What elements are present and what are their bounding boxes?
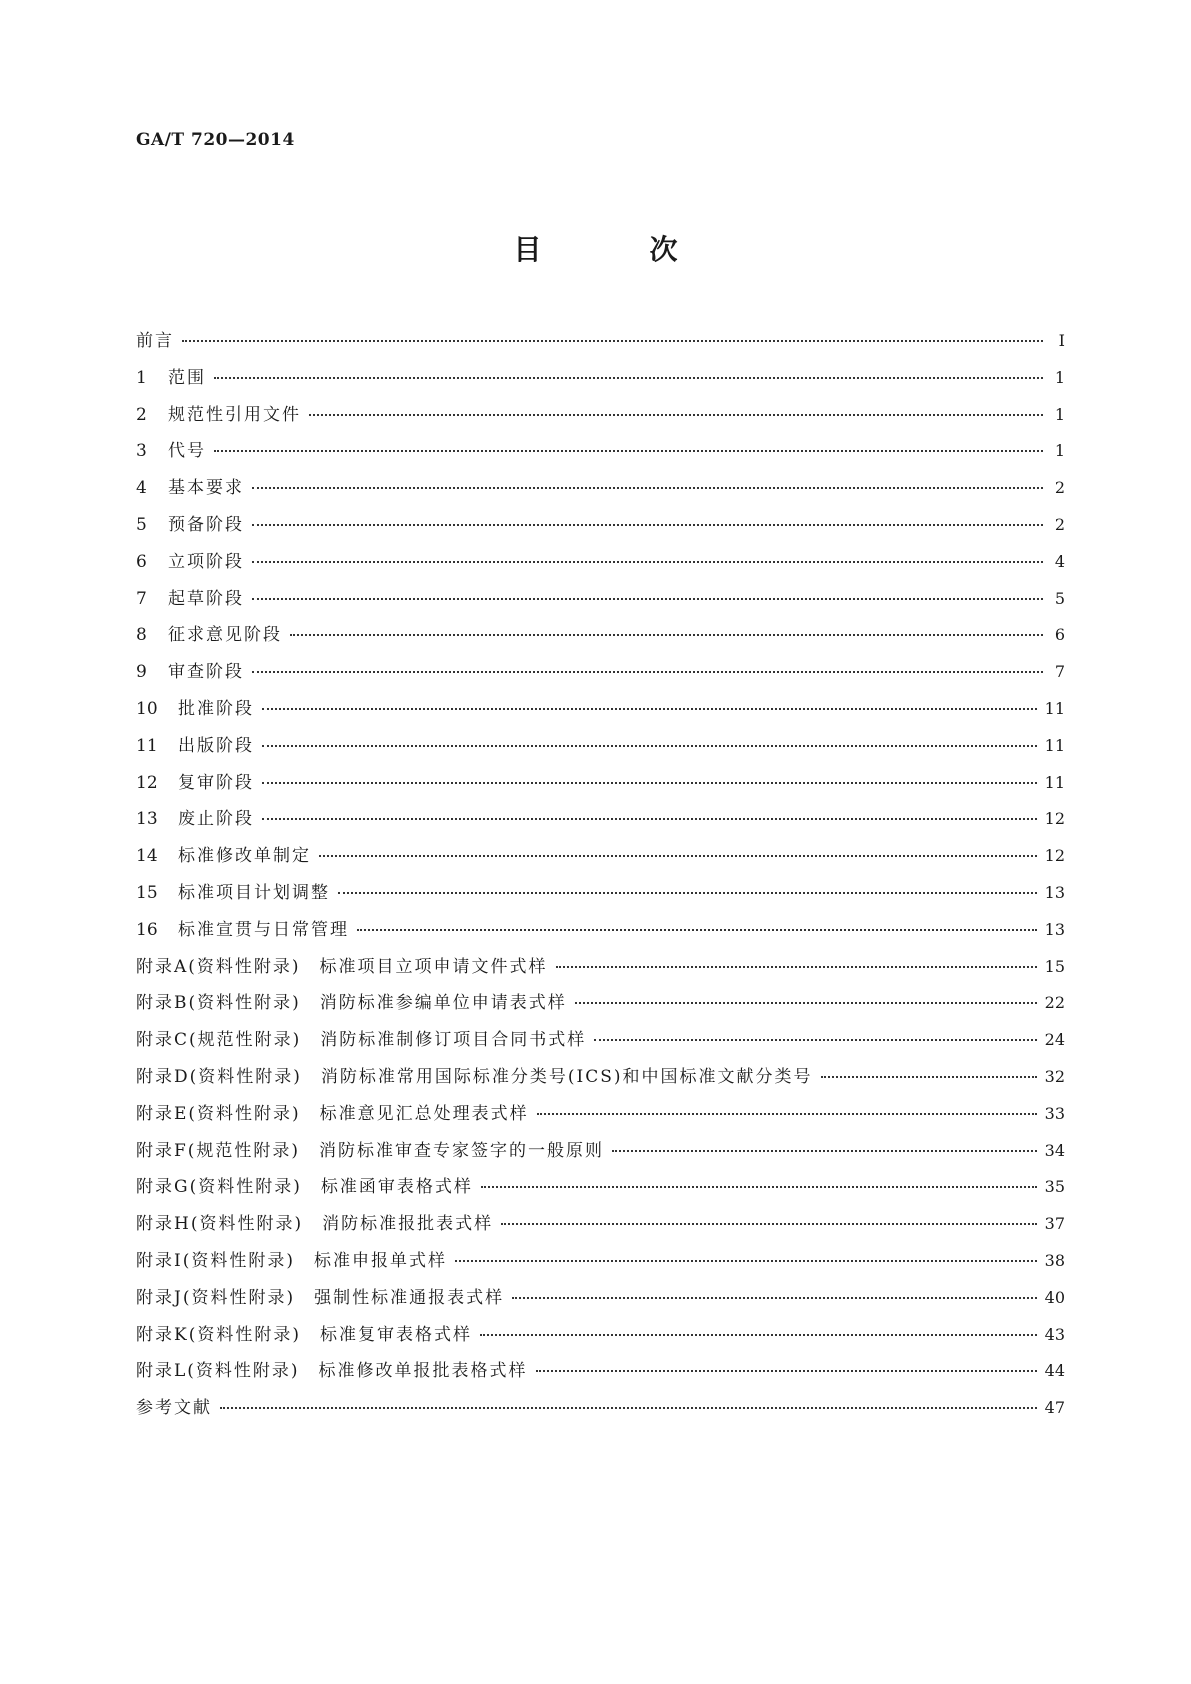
toc-dot-leader: [556, 966, 1037, 968]
toc-entry-label: 预备阶段: [168, 514, 244, 535]
toc-dot-leader: [481, 1186, 1037, 1188]
toc-entry-label: 起草阶段: [168, 588, 244, 609]
toc-entry[interactable]: [136, 878, 1065, 915]
toc-dot-leader: [262, 745, 1037, 747]
toc-dot-leader: [480, 1334, 1037, 1336]
toc-entry-page: 11: [1044, 698, 1065, 718]
toc-dot-leader: [821, 1076, 1037, 1078]
toc-entry-label: 基本要求: [168, 478, 244, 499]
toc-entry-page: 37: [1044, 1214, 1065, 1234]
toc-entry-page: 2: [1054, 514, 1065, 534]
toc-entry-label: 附录B(资料性附录) 消防标准参编单位申请表式样: [136, 993, 567, 1014]
toc-entry[interactable]: [136, 988, 1065, 1025]
toc-entry[interactable]: [136, 1136, 1065, 1173]
toc-entry-label: 立项阶段: [168, 551, 244, 572]
toc-dot-leader: [252, 524, 1043, 526]
toc-entry-number: 8: [136, 625, 147, 646]
toc-title: 目 次: [513, 233, 718, 266]
toc-entry-number: 5: [136, 514, 147, 535]
toc-entry[interactable]: [136, 584, 1065, 621]
toc-entry-page: 34: [1044, 1140, 1065, 1160]
toc-entry[interactable]: [136, 841, 1065, 878]
toc-entry-page: 47: [1044, 1398, 1065, 1418]
toc-entry[interactable]: [136, 915, 1065, 952]
toc-entry[interactable]: [136, 768, 1065, 805]
toc-dot-leader: [214, 450, 1043, 452]
toc-dot-leader: [252, 671, 1043, 673]
toc-entry-label: 附录J(资料性附录) 强制性标准通报表式样: [136, 1287, 505, 1308]
toc-entry-number: 1: [136, 367, 147, 388]
toc-dot-leader: [262, 782, 1037, 784]
toc-entry-page: 33: [1044, 1103, 1065, 1123]
toc-entry-label: 标准宣贯与日常管理: [178, 919, 349, 940]
toc-entry-label: 附录E(资料性附录) 标准意见汇总处理表式样: [136, 1103, 529, 1124]
toc-dot-leader: [338, 892, 1037, 894]
toc-dot-leader: [220, 1407, 1037, 1409]
toc-entry[interactable]: [136, 1172, 1065, 1209]
toc-entry-page: 24: [1044, 1030, 1065, 1050]
toc-entry-label: 规范性引用文件: [168, 404, 301, 425]
toc-entry[interactable]: [136, 1062, 1065, 1099]
toc-entry[interactable]: [136, 952, 1065, 989]
toc-entry-page: 40: [1044, 1287, 1065, 1307]
toc-dot-leader: [252, 487, 1043, 489]
toc-entry[interactable]: [136, 694, 1065, 731]
document-code: GA/T 720—2014: [136, 130, 295, 150]
toc-entry-label: 征求意见阶段: [168, 625, 282, 646]
toc-dot-leader: [262, 818, 1037, 820]
toc-entry-number: 13: [136, 809, 158, 830]
toc-dot-leader: [319, 855, 1037, 857]
toc-entry[interactable]: [136, 731, 1065, 768]
toc-entry-label: 审查阶段: [168, 662, 244, 683]
toc-entry-page: 1: [1054, 404, 1065, 424]
toc-dot-leader: [575, 1002, 1037, 1004]
toc-entry-label: 附录G(资料性附录) 标准函审表格式样: [136, 1177, 473, 1198]
toc-entry-page: 12: [1044, 846, 1065, 866]
toc-entry-label: 标准修改单制定: [178, 846, 311, 867]
toc-dot-leader: [309, 414, 1043, 416]
toc-entry[interactable]: [136, 804, 1065, 841]
toc-entry-number: 6: [136, 551, 147, 572]
toc-entry-label: 附录D(资料性附录) 消防标准常用国际标准分类号(ICS)和中国标准文献分类号: [136, 1066, 813, 1087]
toc-entry-page: 7: [1054, 662, 1065, 682]
toc-entry-page: 13: [1044, 919, 1065, 939]
toc-entry-number: 15: [136, 882, 158, 903]
toc-entry-label: 出版阶段: [178, 735, 254, 756]
toc-entry-page: Ⅰ: [1058, 331, 1065, 350]
table-of-contents: [136, 326, 1065, 1430]
toc-entry[interactable]: [136, 657, 1065, 694]
toc-dot-leader: [252, 561, 1043, 563]
toc-entry[interactable]: [136, 510, 1065, 547]
toc-dot-leader: [262, 708, 1037, 710]
toc-entry-page: 1: [1054, 367, 1065, 387]
toc-entry-page: 11: [1044, 772, 1065, 792]
toc-entry-number: 9: [136, 662, 147, 683]
toc-entry[interactable]: [136, 1393, 1065, 1430]
toc-entry[interactable]: [136, 326, 1065, 363]
toc-dot-leader: [537, 1113, 1037, 1115]
toc-entry-label: 附录H(资料性附录) 消防标准报批表式样: [136, 1214, 494, 1235]
toc-entry-page: 1: [1054, 441, 1065, 461]
toc-dot-leader: [455, 1260, 1037, 1262]
toc-entry-page: 5: [1054, 588, 1065, 608]
toc-entry[interactable]: [136, 363, 1065, 400]
toc-entry-number: 3: [136, 441, 147, 462]
toc-entry-label: 附录A(资料性附录) 标准项目立项申请文件式样: [136, 956, 548, 977]
toc-entry-number: 11: [136, 735, 158, 756]
toc-entry-label: 标准项目计划调整: [178, 882, 330, 903]
toc-entry-label: 附录K(资料性附录) 标准复审表格式样: [136, 1324, 472, 1345]
toc-entry[interactable]: [136, 400, 1065, 437]
toc-entry-number: 10: [136, 698, 158, 719]
toc-entry[interactable]: [136, 473, 1065, 510]
toc-entry-page: 38: [1044, 1250, 1065, 1270]
toc-dot-leader: [594, 1039, 1036, 1041]
toc-dot-leader: [536, 1370, 1037, 1372]
toc-entry-number: 7: [136, 588, 147, 609]
toc-entry-page: 12: [1044, 809, 1065, 829]
toc-entry[interactable]: [136, 1025, 1065, 1062]
toc-dot-leader: [252, 598, 1043, 600]
toc-entry-label: 附录L(资料性附录) 标准修改单报批表格式样: [136, 1361, 528, 1382]
toc-entry[interactable]: [136, 1283, 1065, 1320]
toc-entry[interactable]: [136, 436, 1065, 473]
toc-entry-number: 12: [136, 772, 158, 793]
toc-entry-label: 附录I(资料性附录) 标准申报单式样: [136, 1250, 447, 1271]
toc-entry-label: 批准阶段: [178, 698, 254, 719]
toc-dot-leader: [501, 1223, 1037, 1225]
toc-entry-label: 范围: [168, 367, 206, 388]
toc-dot-leader: [512, 1297, 1037, 1299]
toc-entry-label: 参考文献: [136, 1398, 212, 1419]
toc-dot-leader: [290, 634, 1043, 636]
toc-entry[interactable]: [136, 1320, 1065, 1357]
toc-entry-label: 前言: [136, 331, 174, 351]
toc-entry-page: 6: [1054, 625, 1065, 645]
toc-entry[interactable]: [136, 1099, 1065, 1136]
toc-dot-leader: [357, 929, 1037, 931]
toc-entry-page: 4: [1054, 551, 1065, 571]
toc-entry-page: 44: [1044, 1361, 1065, 1381]
toc-dot-leader: [182, 340, 1043, 342]
toc-entry-label: 复审阶段: [178, 772, 254, 793]
toc-entry-label: 废止阶段: [178, 809, 254, 830]
toc-entry[interactable]: [136, 1246, 1065, 1283]
toc-dot-leader: [612, 1150, 1037, 1152]
toc-entry[interactable]: [136, 1209, 1065, 1246]
toc-entry-label: 附录C(规范性附录) 消防标准制修订项目合同书式样: [136, 1030, 587, 1051]
toc-entry-page: 35: [1044, 1177, 1065, 1197]
toc-entry-page: 43: [1044, 1324, 1065, 1344]
toc-entry-page: 32: [1044, 1066, 1065, 1086]
toc-entry-number: 14: [136, 846, 158, 867]
toc-entry-page: 22: [1044, 993, 1065, 1013]
toc-entry-number: 4: [136, 478, 147, 499]
toc-entry[interactable]: [136, 547, 1065, 584]
toc-entry-number: 16: [136, 919, 158, 940]
toc-entry[interactable]: [136, 620, 1065, 657]
toc-entry-page: 15: [1044, 956, 1065, 976]
toc-entry-label: 代号: [168, 441, 206, 462]
toc-entry-number: 2: [136, 404, 147, 425]
toc-dot-leader: [214, 377, 1043, 379]
toc-entry-page: 11: [1044, 735, 1065, 755]
toc-entry-page: 13: [1044, 882, 1065, 902]
toc-entry-label: 附录F(规范性附录) 消防标准审查专家签字的一般原则: [136, 1140, 605, 1161]
toc-entry[interactable]: [136, 1356, 1065, 1393]
toc-entry-page: 2: [1054, 478, 1065, 498]
